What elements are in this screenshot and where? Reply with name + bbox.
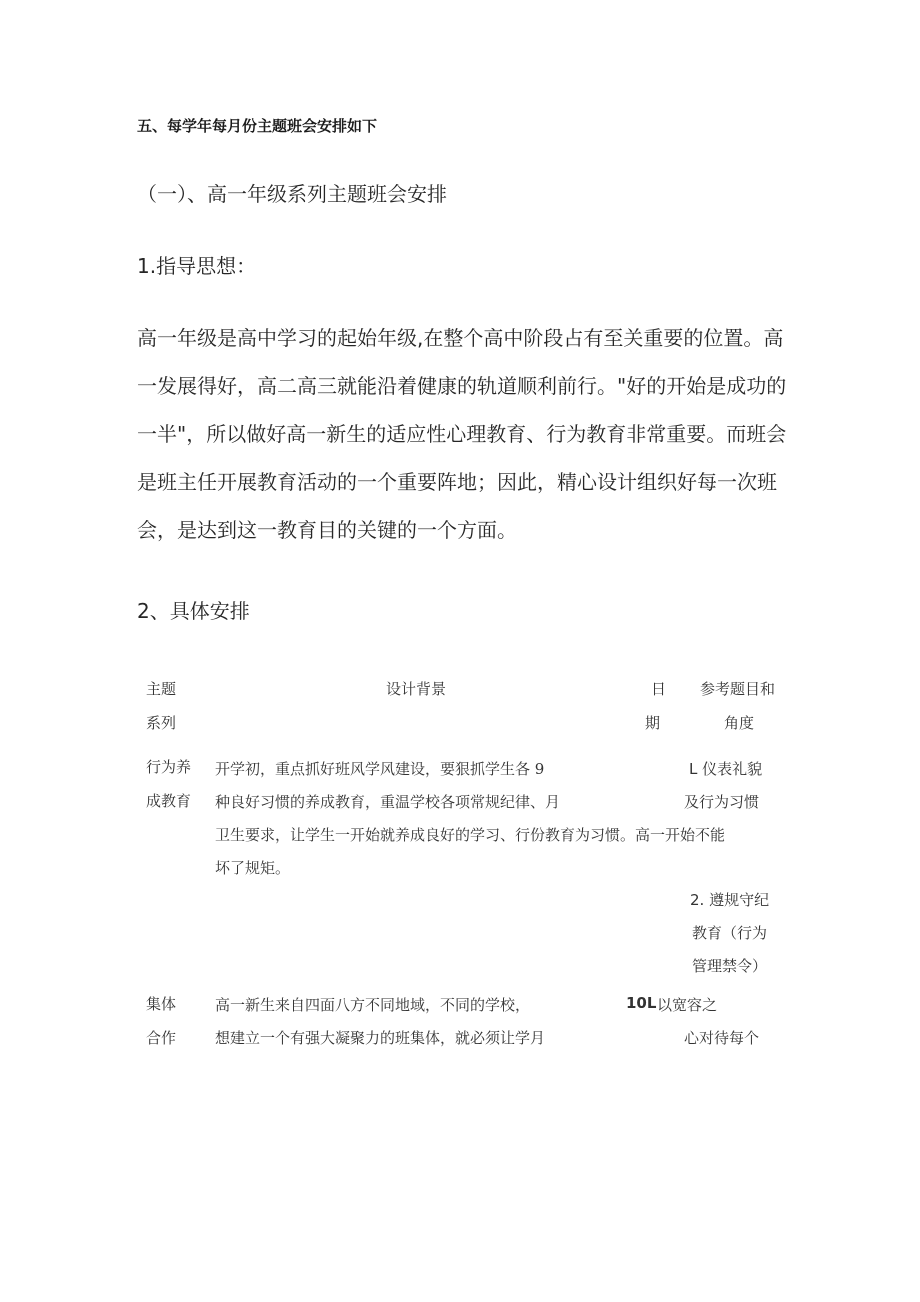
- row1-background-line: 种良好习惯的养成教育，重温学校各项常规纪律、月: [215, 793, 561, 811]
- row1-reference: L 仪表礼貌: [689, 760, 763, 778]
- guide-heading: 1.指导思想：: [137, 254, 257, 278]
- row2-date: 10L: [626, 994, 657, 1012]
- header-theme: 主题: [146, 680, 177, 698]
- row1-theme: 成教育: [146, 792, 192, 810]
- row1-reference: 及行为习惯: [684, 793, 760, 811]
- header-date: 日: [651, 680, 667, 698]
- row1-reference-2: 2. 遵规守纪: [690, 891, 770, 909]
- row1-background-line: 坏了规矩。: [215, 859, 291, 877]
- guide-paragraph-line: 一半"，所以做好高一新生的适应性心理教育、行为教育非常重要。而班会: [137, 422, 787, 446]
- header-reference: 参考题目和: [700, 680, 776, 698]
- row2-reference: 心对待每个: [684, 1029, 760, 1047]
- guide-paragraph-line: 一发展得好，高二高三就能沿着健康的轨道顺利前行。"好的开始是成功的: [137, 374, 787, 398]
- row1-theme: 行为养: [146, 758, 192, 776]
- row2-theme: 合作: [146, 1029, 177, 1047]
- guide-paragraph-line: 是班主任开展教育活动的一个重要阵地；因此，精心设计组织好每一次班: [137, 470, 777, 494]
- guide-paragraph-line: 高一年级是高中学习的起始年级,在整个高中阶段占有至关重要的位置。高: [137, 326, 784, 350]
- header-date: 期: [645, 714, 661, 732]
- row1-reference-2: 管理禁令）: [692, 957, 768, 975]
- header-theme: 系列: [146, 714, 177, 732]
- guide-paragraph-line: 会，是达到这一教育目的关键的一个方面。: [137, 518, 517, 542]
- header-background: 设计背景: [386, 680, 447, 698]
- row1-background-line: 卫生要求，让学生一开始就养成良好的学习、行份教育为习惯。高一开始不能: [215, 826, 726, 844]
- row2-background-line: 高一新生来自四面八方不同地域，不同的学校，: [215, 996, 531, 1014]
- grade-heading: （一）、高一年级系列主题班会安排: [137, 182, 447, 206]
- section-heading: 五、每学年每月份主题班会安排如下: [137, 117, 378, 135]
- row1-reference-2: 教育（行为: [692, 924, 768, 942]
- row1-background-line: 开学初，重点抓好班风学风建设，要狠抓学生各 9: [215, 760, 545, 778]
- row2-theme: 集体: [146, 995, 177, 1013]
- row2-background-line: 想建立一个有强大凝聚力的班集体，就必须让学月: [215, 1029, 546, 1047]
- plan-heading: 2、具体安排: [137, 599, 250, 623]
- row2-reference: 以宽容之: [657, 996, 718, 1014]
- header-reference: 角度: [724, 714, 755, 732]
